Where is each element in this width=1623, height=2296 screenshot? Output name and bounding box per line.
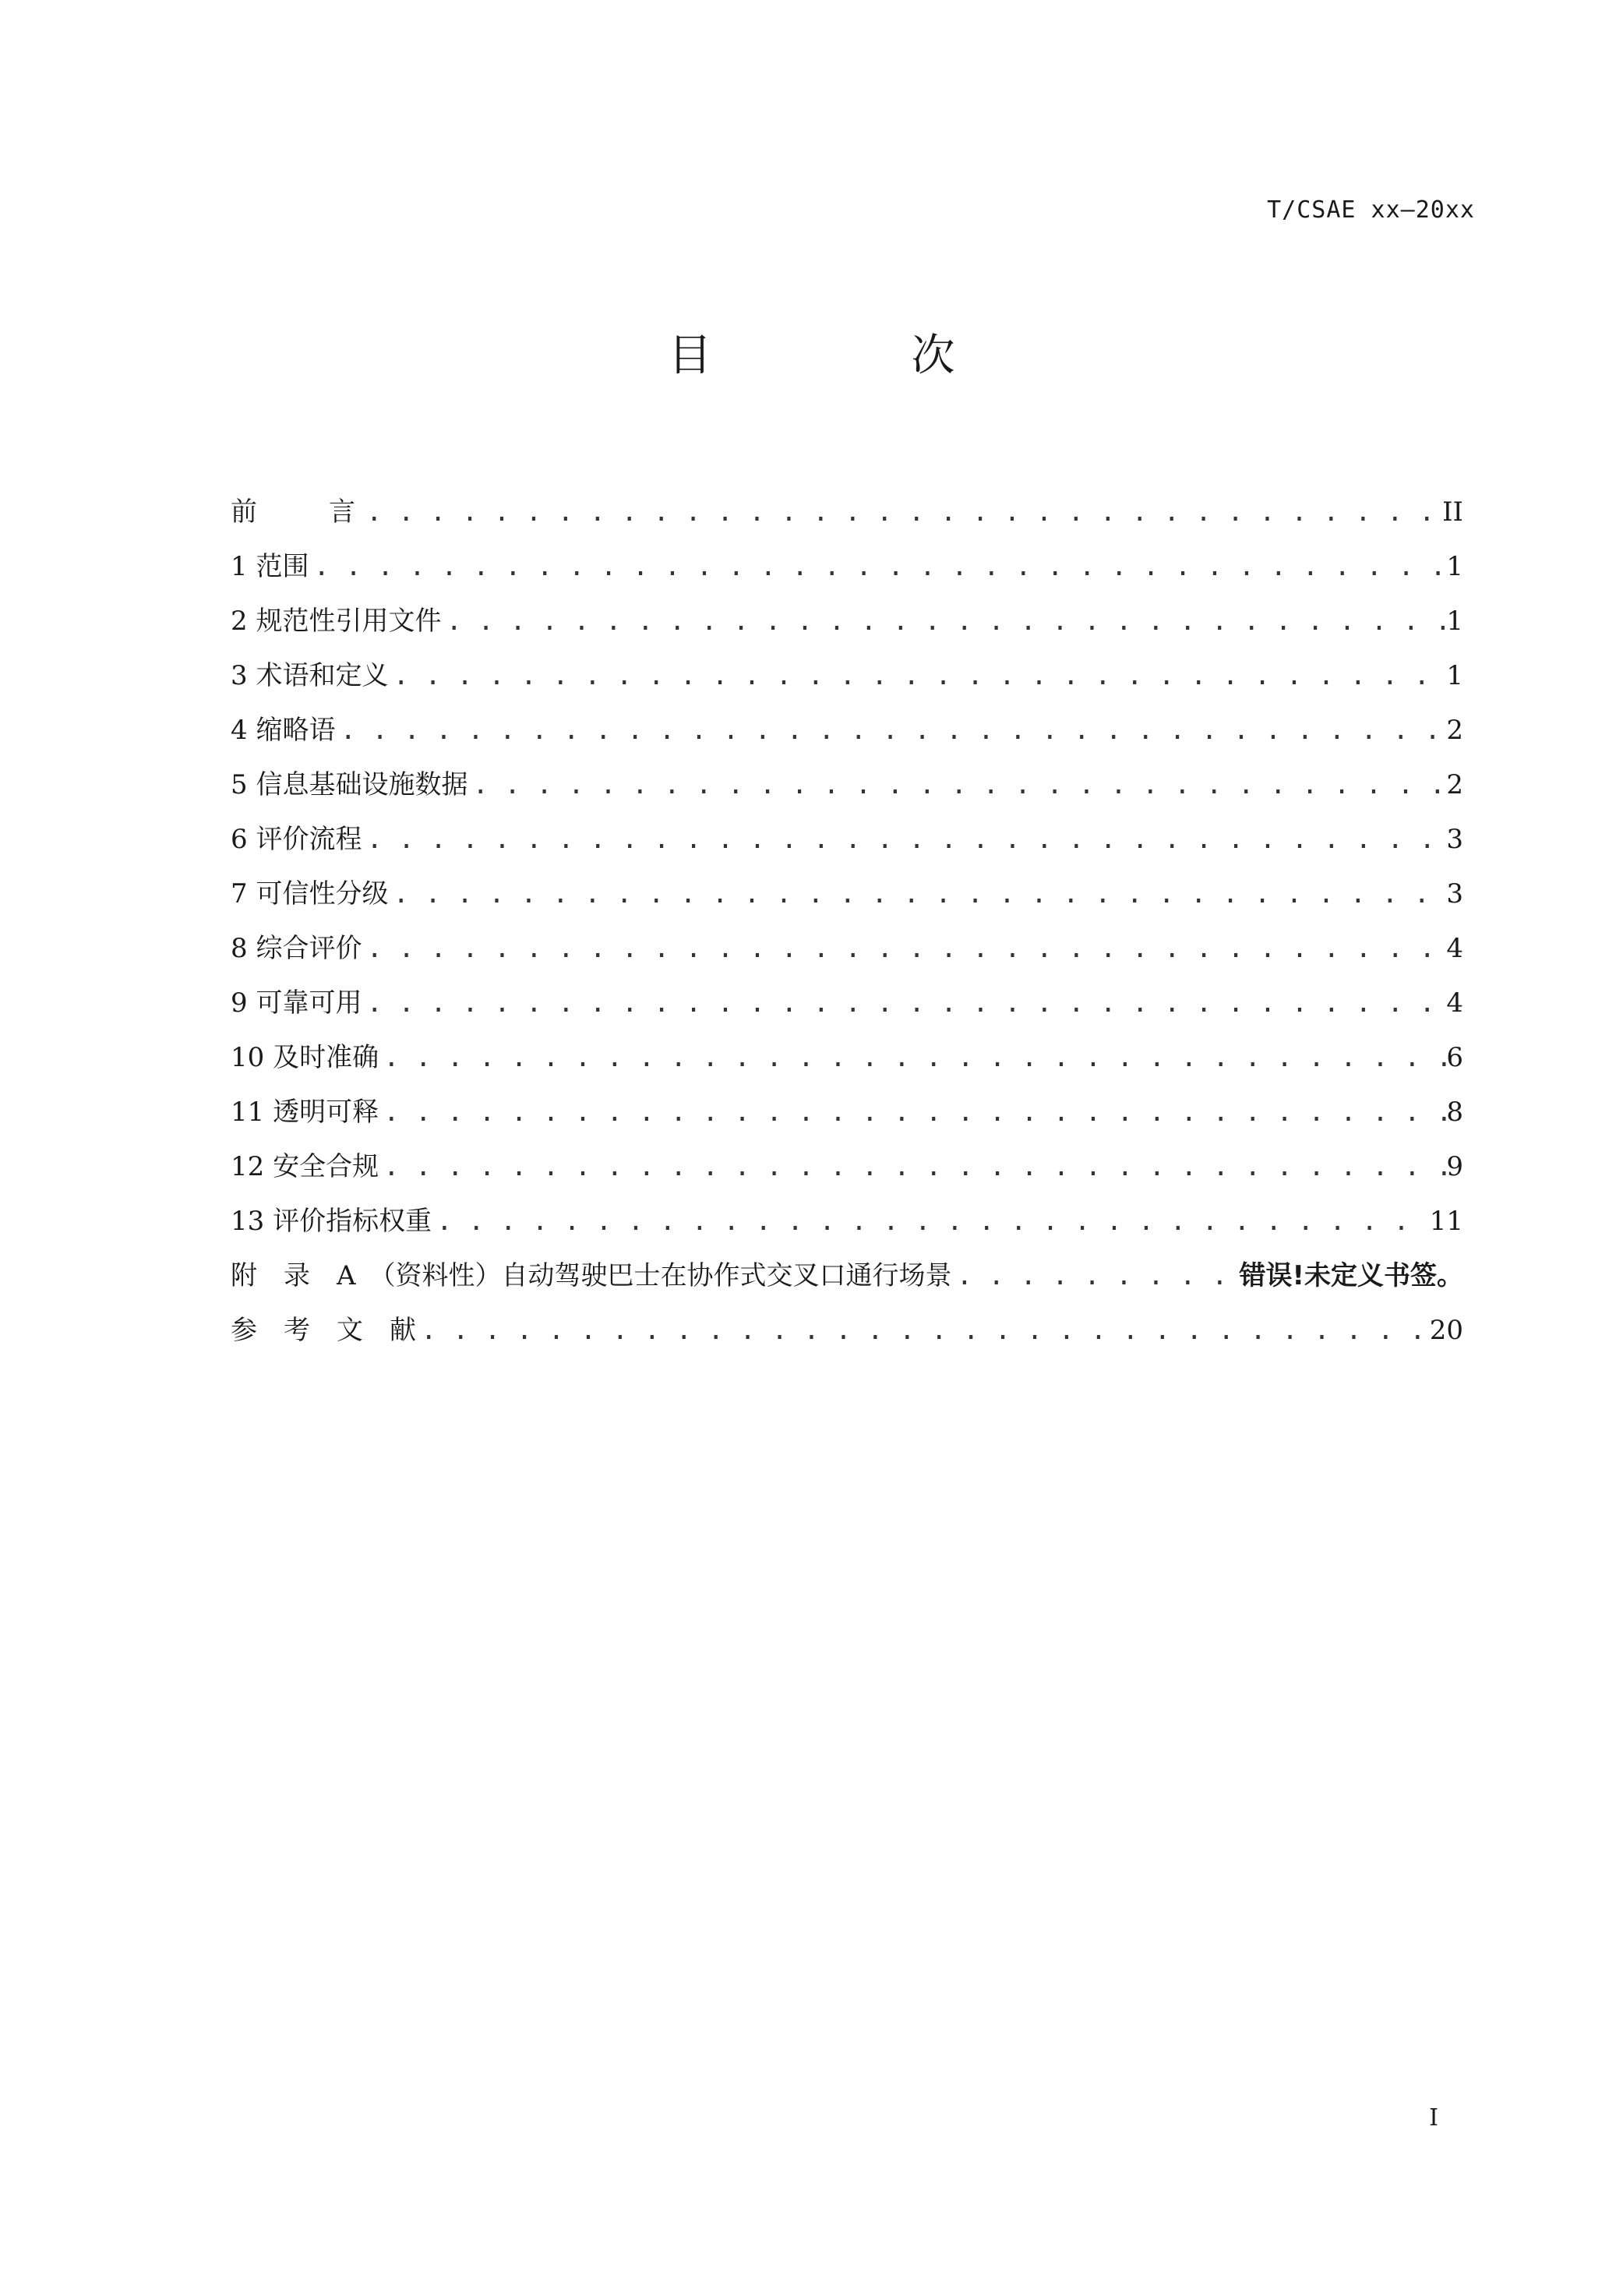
toc-entry-abbreviations[interactable] [231, 703, 1463, 758]
toc-entry-page: 11 [1429, 1206, 1463, 1237]
toc-entry-comprehensive-evaluation[interactable] [231, 921, 1463, 976]
toc-entry-label: 3 术语和定义 [231, 660, 389, 691]
toc-entry-page: 8 [1446, 1097, 1463, 1128]
toc-leader-dots [388, 648, 1446, 703]
toc-leader-dots [432, 1194, 1430, 1249]
toc-entry-appendix-a[interactable] [231, 1249, 1463, 1303]
toc-entry-infrastructure-data[interactable] [231, 758, 1463, 812]
toc-entry-label: 13 评价指标权重 [231, 1206, 432, 1237]
toc-leader-dots [362, 976, 1446, 1030]
toc-leader-dots [379, 1139, 1446, 1194]
toc-entry-page: 1 [1446, 551, 1463, 582]
toc-entry-page: 9 [1446, 1151, 1463, 1182]
toc-entry-label: 7 可信性分级 [231, 878, 389, 910]
toc-entry-label: 参 考 文 献 [231, 1315, 416, 1346]
toc-entry-security-compliance[interactable] [231, 1139, 1463, 1194]
toc-entry-label: 2 规范性引用文件 [231, 606, 442, 637]
toc-entry-label: 前 言 [231, 496, 362, 528]
toc-entry-label: 1 范围 [231, 551, 309, 582]
toc-entry-label: 6 评价流程 [231, 824, 362, 855]
standard-code: T/CSAE xx—20xx [1267, 196, 1475, 224]
toc-title: 目 次 [668, 330, 1033, 381]
toc-entry-credibility-grading[interactable] [231, 867, 1463, 921]
toc-entry-indicator-weights[interactable] [231, 1194, 1463, 1249]
toc-entry-label: 9 可靠可用 [231, 987, 362, 1019]
toc-entry-page: 2 [1446, 715, 1463, 746]
toc-leader-dots [467, 758, 1446, 812]
toc-entry-label: 4 缩略语 [231, 715, 336, 746]
toc-entry-page: 4 [1446, 933, 1463, 964]
toc-leader-dots [335, 703, 1446, 758]
toc-leader-dots [362, 812, 1446, 867]
toc-entry-page: 1 [1446, 660, 1463, 691]
toc-leader-dots [416, 1303, 1430, 1358]
toc-entry-scope[interactable] [231, 539, 1463, 594]
toc-entry-page: 1 [1446, 606, 1463, 637]
toc-entry-label: 11 透明可释 [231, 1097, 379, 1128]
toc-entry-label: 10 及时准确 [231, 1042, 379, 1073]
toc-entry-reliability-availability[interactable] [231, 976, 1463, 1030]
toc-leader-dots [379, 1030, 1446, 1085]
toc-entry-label: 8 综合评价 [231, 933, 362, 964]
toc-entry-terms-definitions[interactable] [231, 648, 1463, 703]
toc-entry-normative-references[interactable] [231, 594, 1463, 648]
toc-leader-dots [388, 867, 1446, 921]
toc-entry-page: 3 [1446, 824, 1463, 855]
toc-entry-page: 3 [1446, 878, 1463, 910]
toc-entry-label: 附 录 A （资料性）自动驾驶巴士在协作式交叉口通行场景 [231, 1260, 952, 1291]
toc-entry-page-error: 错误!未定义书签。 [1239, 1260, 1463, 1291]
toc-entry-page: II [1442, 496, 1463, 528]
toc-entry-foreword[interactable] [231, 485, 1463, 539]
toc-leader-dots [952, 1249, 1240, 1303]
toc-leader-dots [379, 1085, 1446, 1139]
toc-entry-page: 2 [1446, 769, 1463, 800]
toc-leader-dots [309, 539, 1446, 594]
toc-list [231, 485, 1463, 1358]
toc-entry-page: 4 [1446, 987, 1463, 1019]
toc-entry-label: 12 安全合规 [231, 1151, 379, 1182]
toc-entry-evaluation-process[interactable] [231, 812, 1463, 867]
toc-leader-dots [362, 485, 1442, 539]
toc-leader-dots [441, 594, 1446, 648]
toc-entry-label: 5 信息基础设施数据 [231, 769, 468, 800]
toc-entry-page: 20 [1429, 1315, 1463, 1346]
toc-entry-page: 6 [1446, 1042, 1463, 1073]
page-number: I [1429, 2104, 1438, 2132]
toc-leader-dots [362, 921, 1446, 976]
toc-entry-transparency-explainability[interactable] [231, 1085, 1463, 1139]
toc-entry-bibliography[interactable] [231, 1303, 1463, 1358]
toc-entry-timeliness-accuracy[interactable] [231, 1030, 1463, 1085]
